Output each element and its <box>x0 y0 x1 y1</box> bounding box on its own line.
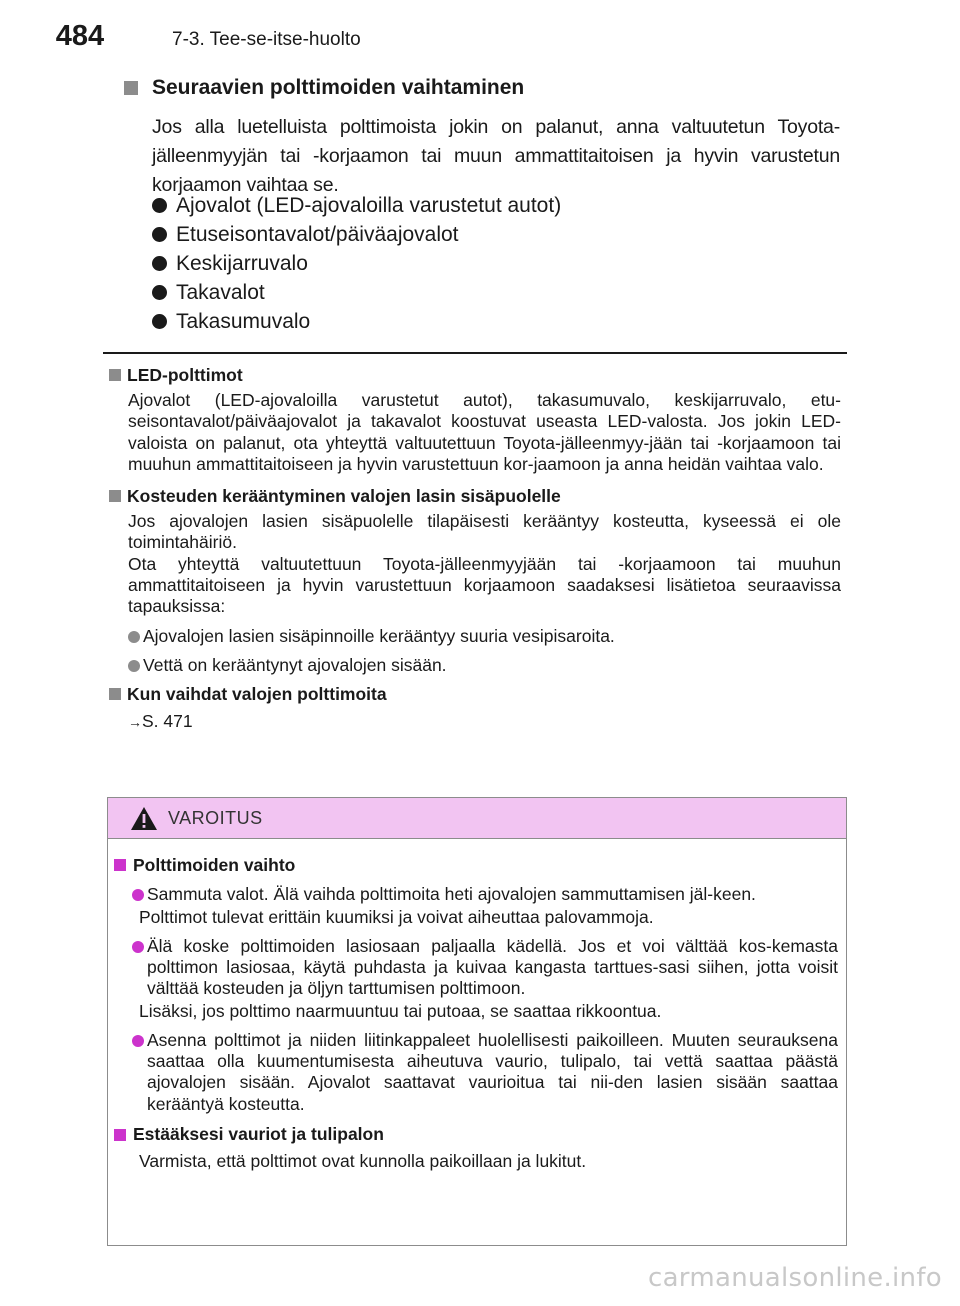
warning-box <box>107 797 847 1246</box>
moisture-paragraph-1: Jos ajovalojen lasien sisäpuolelle tilapäisesti kerääntyy kosteutta, kyseessä ei ole toimintahäiriö. <box>128 511 841 553</box>
list-item <box>128 655 841 676</box>
list-item <box>132 1030 838 1115</box>
page-reference[interactable] <box>128 711 841 733</box>
list-item-text: Älä koske polttimoiden lasiosaan paljaalla kädellä. Jos et voi välttää kos-kemasta polttimon lasiosaa, käytä puhdasta ja kuivaa kangasta tarttues-sasi siihen, jotta voisit välttää kosteuden ja öljyn tarttumisen polttimoon. <box>147 935 838 999</box>
page-header <box>0 0 960 62</box>
bullet-icon <box>132 889 144 901</box>
moisture-paragraph-2: Ota yhteyttä valtuutettuun Toyota-jälleenmyyjään tai -korjaamoon tai muuhun ammattitaitoiseen ja hyvin varustettuun korjaamoon saadaksesi lisätietoa seuraavissa tapauksissa: <box>128 553 841 617</box>
warning-title: VAROITUS <box>168 807 263 828</box>
section-divider <box>103 352 847 354</box>
square-bullet-icon <box>109 369 121 381</box>
section-title: 7-3. Tee-se-itse-huolto <box>172 29 361 50</box>
bullet-icon <box>152 256 167 271</box>
page-number: 484 <box>55 20 105 52</box>
list-item <box>152 220 561 249</box>
led-heading <box>109 363 841 387</box>
replace-heading-text: Kun vaihdat valojen polttimoita <box>127 683 387 704</box>
moisture-heading <box>109 484 841 508</box>
list-item <box>152 307 561 336</box>
watermark: carmanualsonline.info <box>647 1263 942 1293</box>
square-bullet-icon <box>114 859 126 871</box>
list-item-text: Ajovalojen lasien sisäpinnoille kerääntyy suuria vesipisaroita. <box>143 625 615 646</box>
led-heading-text: LED-polttimot <box>127 364 243 385</box>
intro-paragraph: Jos alla luetelluista polttimoista jokin on palanut, anna valtuutetun Toyota-jälleenmyyjän tai -korjaamon tai muun ammattitaitoisen ja hyvin varustetun korjaamon vaihtaa se. <box>152 116 840 196</box>
list-item-note: Polttimot tulevat erittäin kuumiksi ja voivat aiheuttaa palovammoja. <box>139 907 654 928</box>
list-item <box>152 249 561 278</box>
led-paragraph: Ajovalot (LED-ajovaloilla varustetut autot), takasumuvalo, keskijarruvalo, etu-seisontavalot/päiväajovalot ja takavalot koostuvat useasta LED-valosta. Jos jokin LED-valoista on palanut, ota yhteyttä valtuutettuun Toyota-jälleenmyy-jään tai -korjaamoon tai muuhun ammattitaitoiseen ja hyvin varustettuun kor-jaamoon ja anna heidän vaihtaa valo. <box>128 390 841 474</box>
list-item <box>152 191 561 220</box>
moisture-heading-text: Kosteuden kerääntyminen valojen lasin sisäpuolelle <box>127 485 561 506</box>
list-item-text: Vettä on kerääntynyt ajovalojen sisään. <box>143 654 447 675</box>
list-item-text: Takasumuvalo <box>176 309 311 333</box>
bullet-icon <box>128 660 140 672</box>
list-item <box>132 884 838 905</box>
list-item-note: Lisäksi, jos polttimo naarmuuntuu tai putoaa, se saattaa rikkoontua. <box>139 1001 662 1022</box>
list-item-text: Ajovalot (LED-ajovaloilla varustetut autot) <box>176 193 562 217</box>
list-item <box>132 936 838 1000</box>
page-reference-text: S. 471 <box>142 711 193 732</box>
list-item-text: Etuseisontavalot/päiväajovalot <box>176 222 459 246</box>
replace-heading <box>109 682 841 706</box>
warning-header <box>108 798 846 839</box>
bullet-icon <box>128 631 140 643</box>
list-item-text: Asenna polttimot ja niiden liitinkappaleet huolellisesti paikoilleen. Muuten seurauksena saattaa olla kuumentumisesta aiheutuva vaurio, tulipalo, tai vettä saattaa päästä ajovalojen sisään. Ajovalot saattavat vaurioitua tai nii-den lasien sisään saattaa kerääntyä kosteutta. <box>147 1029 838 1114</box>
main-heading-text: Seuraavien polttimoiden vaihtaminen <box>152 76 525 99</box>
list-item <box>152 278 561 307</box>
bullet-icon <box>132 941 144 953</box>
fire-heading <box>114 1123 838 1147</box>
list-item-text: Keskijarruvalo <box>176 251 308 275</box>
square-bullet-icon <box>109 688 121 700</box>
square-bullet-icon <box>124 81 138 95</box>
bullet-icon <box>132 1035 144 1047</box>
warning-triangle-icon <box>130 806 158 831</box>
list-item-text: Sammuta valot. Älä vaihda polttimoita heti ajovalojen sammuttamisen jäl-keen. <box>147 884 756 904</box>
bullet-icon <box>152 227 167 242</box>
fire-paragraph: Varmista, että polttimot ovat kunnolla paikoillaan ja lukitut. <box>139 1150 587 1171</box>
warning-body <box>108 839 838 1172</box>
square-bullet-icon <box>109 490 121 502</box>
list-item-text: Takavalot <box>176 280 265 304</box>
list-item <box>128 626 841 647</box>
main-heading <box>124 76 524 100</box>
info-section <box>109 363 841 734</box>
bulb-change-heading-text: Polttimoiden vaihto <box>133 854 296 875</box>
fire-heading-text: Estääksesi vauriot ja tulipalon <box>133 1124 384 1145</box>
bullet-icon <box>152 314 167 329</box>
light-list <box>152 191 561 336</box>
arrow-right-icon: → <box>128 714 142 731</box>
bullet-icon <box>152 198 167 213</box>
square-bullet-icon <box>114 1129 126 1141</box>
bulb-change-heading <box>114 853 838 877</box>
bullet-icon <box>152 285 167 300</box>
